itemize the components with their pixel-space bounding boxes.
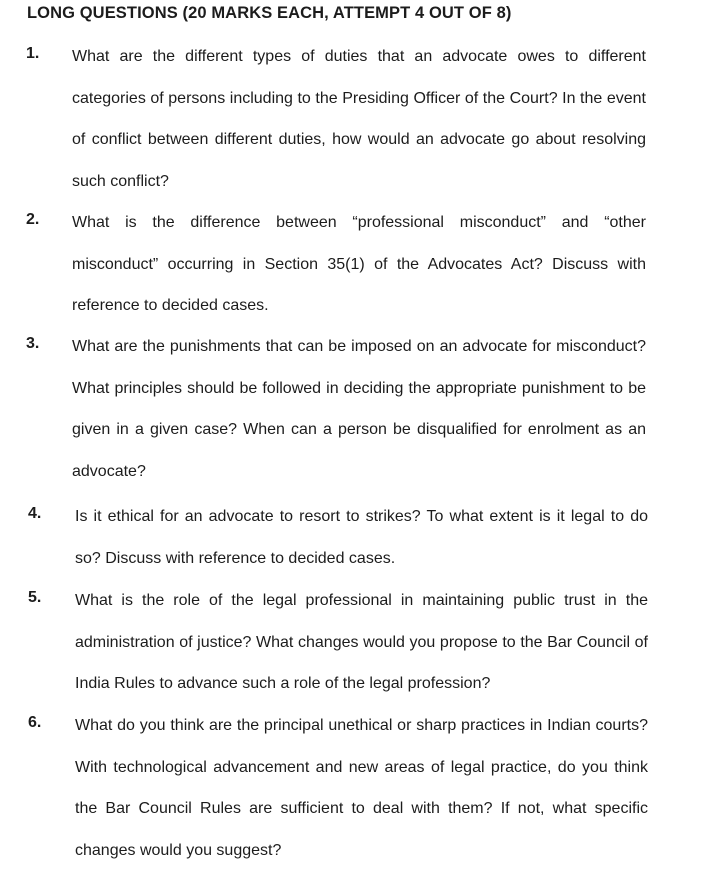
question-text: Is it ethical for an advocate to resort to strikes? To what extent is it legal to do so? Discuss with reference to decided cases. [75,508,648,567]
question-text: What are the different types of duties that an advocate owes to different categories of persons including to the Presiding Officer of the Court? In the event of conflict between different duties, how would an advocate go about resolving such conflict? [72,48,646,190]
question-text: What are the punishments that can be imposed on an advocate for misconduct? What principles should be followed in deciding the appropriate punishment to be given in a given case? When can a person be disqualified for enrolment as an advocate? [72,338,646,480]
section-heading: LONG QUESTIONS (20 MARKS EACH, ATTEMPT 4 OUT OF 8) [27,4,512,22]
question-number: 2. [26,211,40,228]
question-number: 1. [26,45,40,62]
question-text: What is the difference between “professional misconduct” and “other misconduct” occurring in Section 35(1) of the Advocates Act? Discuss with reference to decided cases. [72,214,646,314]
question-number: 4. [28,505,42,522]
question-number: 6. [28,714,42,731]
question-number: 5. [28,589,42,606]
question-text: What do you think are the principal unethical or sharp practices in Indian courts? With technological advancement and new areas of legal practice, do you think the Bar Council Rules are sufficient to deal with them? If not, what specific changes would you suggest? [75,717,648,859]
question-text: What is the role of the legal professional in maintaining public trust in the administration of justice? What changes would you propose to the Bar Council of India Rules to advance such a role of the legal profession? [75,592,648,692]
question-number: 3. [26,335,40,352]
